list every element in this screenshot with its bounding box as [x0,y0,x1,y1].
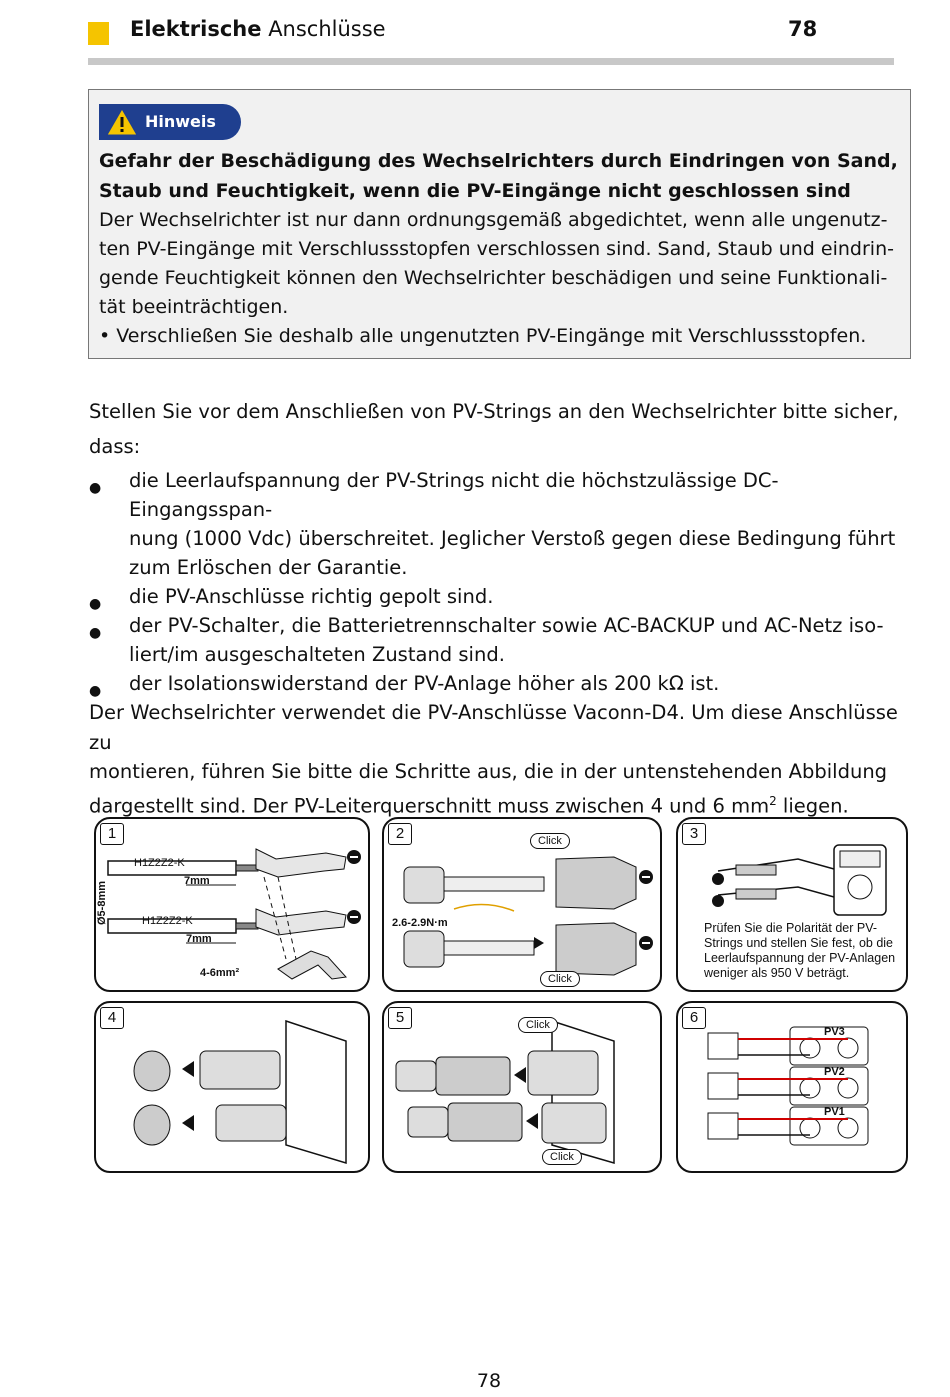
panel-5 [382,1001,662,1173]
connector-crimp-illustration [384,819,662,992]
torque-label: 2.6-2.9N·m [392,917,448,929]
header-accent-square [88,22,109,45]
list-item-line: die Leerlaufspannung der PV-Strings nicht die höchstzulässige DC-Eingangsspan- [129,469,779,521]
footer-page-number: 78 [476,1370,502,1392]
cross-section-label: 4-6mm² [200,967,240,979]
header-title [130,17,386,41]
cable-label: H1Z2Z2-K [142,915,193,927]
pv-wiring-illustration [678,1003,908,1173]
header-divider [88,58,894,65]
strip-length-label: 7mm [186,933,212,945]
intro-line: Stellen Sie vor dem Anschließen von PV-Strings an den Wechselrichter bitte sicher, [89,400,899,423]
list-item-line: nung (1000 Vdc) überschreitet. Jeglicher Verstoß gegen diese Bedingung führt [129,527,896,550]
warning-triangle-icon [105,107,139,137]
pv-string-label: PV1 [824,1106,845,1118]
list-item [89,669,919,698]
panel-number: 5 [388,1007,412,1029]
diameter-label: Ø5-8mm [96,880,109,926]
polarity-check-text: Prüfen Sie die Polarität der PV-Strings und stellen Sie fest, ob die Leerlaufspannung der PV-Anlagen weniger als 950 V beträgt. [704,921,896,980]
panel-number: 6 [682,1007,706,1029]
bullet-dot-icon: ● [89,480,102,496]
panel-4 [94,1001,370,1173]
panel-6 [676,1001,908,1173]
header-page-number: 78 [788,17,818,41]
intro-line: dass: [89,434,141,458]
notice-heading-line: Gefahr der Beschädigung des Wechselrichters durch Eindringen von Sand, [99,150,898,172]
click-label: Click [542,1149,582,1165]
header-title-bold: Elektrische [130,17,262,41]
intro-paragraph [89,397,919,461]
list-item-line: die PV-Anschlüsse richtig gepolt sind. [129,585,494,608]
notice-badge-label: Hinweis [145,112,216,131]
connector-paragraph [89,698,919,821]
notice-heading [99,146,899,206]
list-item [89,611,919,669]
assembly-figure [92,815,912,1175]
sealing-plug-illustration [96,1003,370,1173]
notice-body-line: Der Wechselrichter ist nur dann ordnungsgemäß abgedichtet, wenn alle ungenutz- [99,209,888,231]
list-item-line: der Isolationswiderstand der PV-Anlage höher als 200 kΩ ist. [129,672,720,695]
header-title-rest: Anschlüsse [268,17,386,41]
notice-body-line: ten PV-Eingänge mit Verschlussstopfen verschlossen sind. Sand, Staub und eindrin- [99,238,894,260]
strip-length-label: 7mm [184,875,210,887]
pv-string-label: PV3 [824,1026,845,1038]
list-item-line: zum Erlöschen der Garantie. [129,556,408,579]
notice-body-line: gende Feuchtigkeit können den Wechselrichter beschädigen und seine Funktionali- [99,267,888,289]
panel-3 [676,817,908,992]
notice-box [88,89,911,359]
panel-1 [94,817,370,992]
notice-body [99,206,904,351]
notice-body-line: • Verschließen Sie deshalb alle ungenutzten PV-Eingänge mit Verschlussstopfen. [99,325,867,347]
requirements-list [89,466,919,698]
connector-line-text: liegen. [776,794,849,817]
connector-line-text: dargestellt sind. Der PV-Leiterquerschnitt muss zwischen 4 und 6 mm [89,794,770,817]
list-item-line: der PV-Schalter, die Batterietrennschalter sowie AC-BACKUP und AC-Netz iso- [129,614,884,637]
panel-number: 2 [388,823,412,845]
list-item [89,582,919,611]
superscript-two: 2 [769,793,777,808]
notice-badge [99,104,241,140]
panel-number: 1 [100,823,124,845]
click-label: Click [540,971,580,987]
connector-line: montieren, führen Sie bitte die Schritte aus, die in der untenstehenden Abbildung [89,760,888,783]
notice-body-line: tät beeinträchtigen. [99,296,289,318]
bullet-dot-icon: ● [89,683,102,699]
notice-heading-line: Staub und Feuchtigkeit, wenn die PV-Eingänge nicht geschlossen sind [99,180,851,202]
cable-label: H1Z2Z2-K [134,857,185,869]
bullet-dot-icon: ● [89,596,102,612]
bullet-dot-icon: ● [89,625,102,641]
panel-2 [382,817,662,992]
list-item-line: liert/im ausgeschalteten Zustand sind. [129,643,505,666]
click-label: Click [530,833,570,849]
pv-string-label: PV2 [824,1066,845,1078]
connector-line: Der Wechselrichter verwendet die PV-Anschlüsse Vaconn-D4. Um diese Anschlüsse zu [89,701,898,754]
list-item [89,466,919,582]
panel-number: 4 [100,1007,124,1029]
click-label: Click [518,1017,558,1033]
panel-number: 3 [682,823,706,845]
